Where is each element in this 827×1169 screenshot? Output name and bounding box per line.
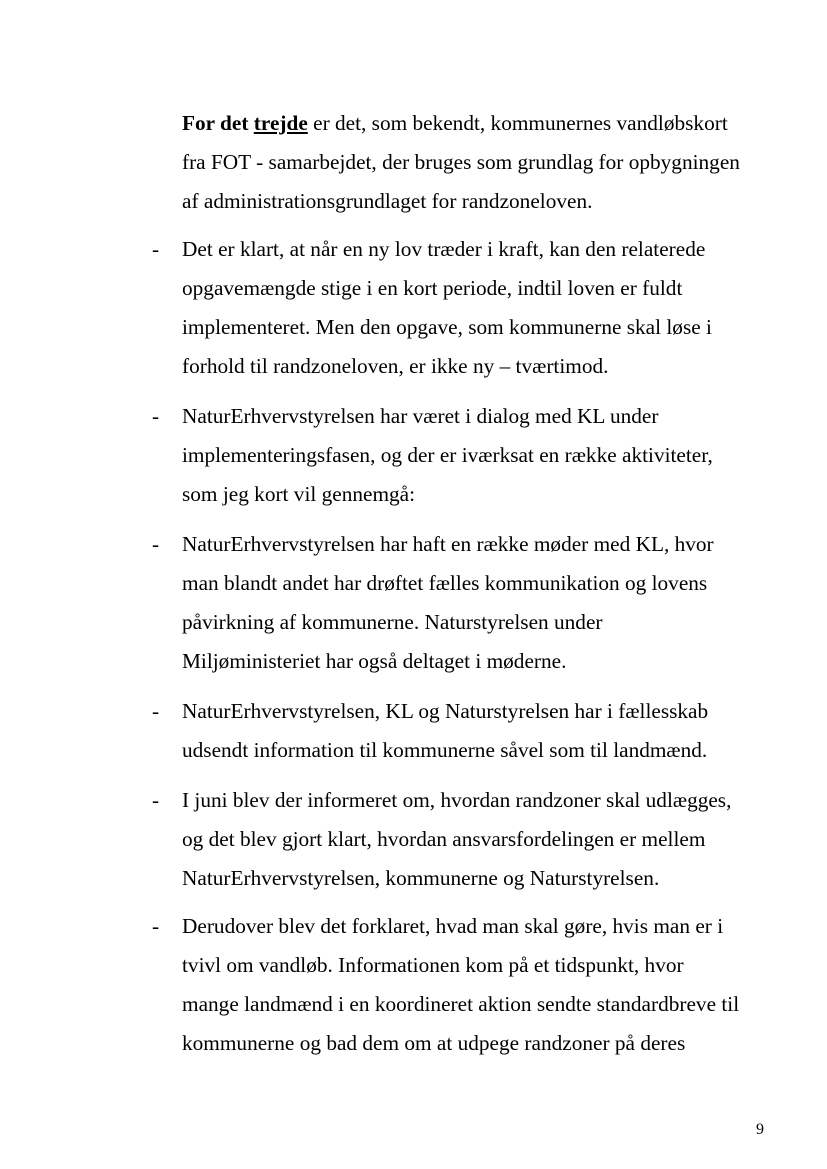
bullet-paragraph-5 — [182, 781, 782, 898]
bullet-6-line-3: mange landmænd i en koordineret aktion sendte standardbreve til — [182, 992, 740, 1016]
bullet-paragraph-2 — [182, 397, 782, 514]
bullet-marker-6: - — [152, 914, 160, 938]
bullet-3-line-4: Miljøministeriet har også deltaget i møderne. — [182, 649, 567, 673]
bullet-marker-5: - — [152, 788, 160, 812]
bullet-6-line-4: kommunerne og bad dem om at udpege randzoner på deres — [182, 1031, 686, 1055]
bullet-4-line-1: NaturErhvervstyrelsen, KL og Naturstyrelsen har i fællesskab — [182, 699, 709, 723]
intro-line-2: fra FOT - samarbejdet, der bruges som grundlag for opbygningen — [182, 150, 740, 174]
page-number: 9 — [756, 1121, 764, 1138]
bullet-1-line-2: opgavemængde stige i en kort periode, indtil loven er fuldt — [182, 276, 683, 300]
intro-line-3: af administrationsgrundlaget for randzoneloven. — [182, 189, 593, 213]
bullet-paragraph-3 — [182, 525, 782, 681]
intro-lead-underlined: trejde — [253, 111, 308, 135]
bullet-5-line-3: NaturErhvervstyrelsen, kommunerne og Naturstyrelsen. — [182, 866, 660, 890]
intro-lead-bold: For det — [182, 111, 249, 135]
intro-line-1 — [182, 104, 782, 143]
intro-line-1-text: er det, som bekendt, kommunernes vandløbskort — [307, 111, 728, 135]
bullet-6-line-1: Derudover blev det forklaret, hvad man skal gøre, hvis man er i — [182, 914, 724, 938]
bullet-6-line-2: tvivl om vandløb. Informationen kom på et tidspunkt, hvor — [182, 953, 684, 977]
bullet-1-line-3: implementeret. Men den opgave, som kommunerne skal løse i — [182, 315, 712, 339]
bullet-2-line-1: NaturErhvervstyrelsen har været i dialog med KL under — [182, 404, 659, 428]
bullet-2-line-3: som jeg kort vil gennemgå: — [182, 482, 416, 506]
bullet-paragraph-1 — [182, 230, 782, 386]
bullet-marker-4: - — [152, 699, 160, 723]
bullet-marker-2: - — [152, 404, 160, 428]
bullet-3-line-2: man blandt andet har drøftet fælles kommunikation og lovens — [182, 571, 708, 595]
bullet-paragraph-6 — [182, 907, 782, 1063]
bullet-marker-1: - — [152, 237, 160, 261]
bullet-3-line-1: NaturErhvervstyrelsen har haft en række møder med KL, hvor — [182, 532, 714, 556]
bullet-marker-3: - — [152, 532, 160, 556]
bullet-1-line-1: Det er klart, at når en ny lov træder i kraft, kan den relaterede — [182, 237, 706, 261]
intro-paragraph — [182, 104, 782, 221]
bullet-4-line-2: udsendt information til kommunerne såvel som til landmænd. — [182, 738, 708, 762]
bullet-1-line-4: forhold til randzoneloven, er ikke ny – tværtimod. — [182, 354, 609, 378]
bullet-3-line-3: påvirkning af kommunerne. Naturstyrelsen under — [182, 610, 603, 634]
bullet-5-line-1: I juni blev der informeret om, hvordan randzoner skal udlægges, — [182, 788, 732, 812]
bullet-5-line-2: og det blev gjort klart, hvordan ansvarsfordelingen er mellem — [182, 827, 706, 851]
bullet-paragraph-4 — [182, 692, 782, 770]
bullet-2-line-2: implementeringsfasen, og der er iværksat en række aktiviteter, — [182, 443, 713, 467]
